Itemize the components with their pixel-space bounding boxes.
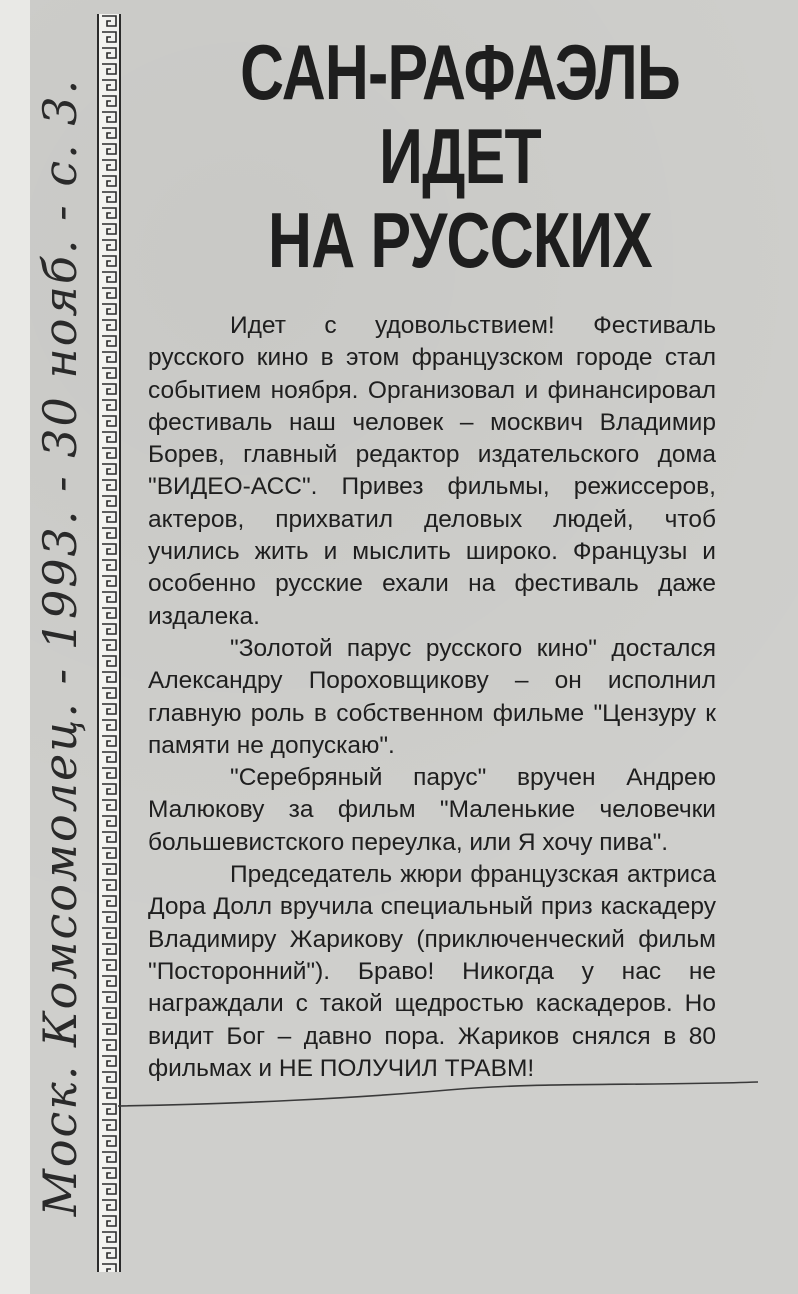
greek-key-segment	[102, 672, 116, 682]
greek-key-segment	[102, 1088, 116, 1098]
greek-key-segment	[102, 288, 116, 298]
headline-line-2: ИДЕТ	[379, 112, 541, 200]
greek-key-segment	[102, 832, 116, 842]
greek-key-segment	[102, 1104, 116, 1114]
headline-line-1: САН-РАФАЭЛЬ	[240, 28, 680, 116]
greek-key-segment	[102, 880, 116, 890]
greek-key-segment	[102, 384, 116, 394]
greek-key-segment	[102, 800, 116, 810]
greek-key-segment	[102, 192, 116, 202]
greek-key-segment	[102, 416, 116, 426]
greek-key-segment	[102, 272, 116, 282]
greek-key-pattern	[99, 14, 119, 1272]
article-paragraph-4: Председатель жюри французская актриса Дора Долл вручила специальный приз каскадеру Владимиру Жарикову (приключенческий фильм "Посторонний"). Браво! Никогда у нас не награждали с такой щедростью каскадеров. Но видит Бог – давно пора. Жариков снялся в 80 фильмах и НЕ ПОЛУЧИЛ ТРАВМ!	[148, 861, 716, 1082]
greek-key-segment	[102, 608, 116, 618]
greek-key-segment	[102, 64, 116, 74]
greek-key-segment	[102, 688, 116, 698]
pen-underline-stroke	[118, 1080, 758, 1110]
greek-key-segment	[102, 720, 116, 730]
greek-key-segment	[102, 352, 116, 362]
greek-key-segment	[102, 1040, 116, 1050]
greek-key-segment	[102, 128, 116, 138]
greek-key-segment	[102, 784, 116, 794]
greek-key-segment	[102, 224, 116, 234]
greek-key-segment	[102, 864, 116, 874]
greek-key-segment	[102, 16, 116, 26]
greek-key-segment	[102, 1056, 116, 1066]
greek-key-segment	[102, 336, 116, 346]
article-paragraph-2: "Золотой парус русского кино" достался Александру Пороховщикову – он исполнил главную роль в собственном фильме "Цензуру к памяти не допускаю".	[148, 634, 716, 759]
greek-key-segment	[102, 960, 116, 970]
greek-key-segment	[102, 528, 116, 538]
greek-key-segment	[102, 1136, 116, 1146]
greek-key-segment	[102, 512, 116, 522]
article-paragraph-1: Идет с удовольствием! Фестиваль русского кино в этом французском городе стал событием ноября. Организовал и финансировал фестиваль наш человек – москвич Владимир Борев, главный редактор издательского дома "ВИДЕО-АСС". Привез фильмы, режиссеров, актеров, прихватил деловых людей, чтоб учились жить и мыслить широко. Французы и особенно русские ехали на фестиваль даже издалека.	[148, 312, 716, 630]
article-paragraph-3: "Серебряный парус" вручен Андрею Малюкову за фильм "Маленькие человечки большевистского переулка, или Я хочу пива".	[148, 764, 716, 856]
greek-key-segment	[102, 1072, 116, 1082]
greek-key-segment	[102, 432, 116, 442]
greek-key-segment	[102, 592, 116, 602]
greek-key-segment	[102, 464, 116, 474]
greek-key-segment	[102, 1200, 116, 1210]
article-body	[148, 310, 716, 1085]
greek-key-segment	[102, 1184, 116, 1194]
greek-key-segment	[102, 144, 116, 154]
greek-key-segment	[102, 304, 116, 314]
greek-key-segment	[102, 1152, 116, 1162]
headline	[218, 30, 702, 282]
greek-key-segment	[102, 704, 116, 714]
greek-key-segment	[102, 1120, 116, 1130]
greek-key-segment	[102, 1008, 116, 1018]
greek-key-segment	[102, 208, 116, 218]
greek-key-segment	[102, 240, 116, 250]
greek-key-segment	[102, 1216, 116, 1226]
headline-line-3: НА РУССКИХ	[268, 196, 652, 284]
greek-key-segment	[102, 752, 116, 762]
greek-key-segment	[102, 112, 116, 122]
greek-key-segment	[102, 624, 116, 634]
greek-key-segment	[102, 1024, 116, 1034]
greek-key-segment	[102, 544, 116, 554]
greek-key-segment	[102, 1232, 116, 1242]
greek-key-segment	[102, 496, 116, 506]
greek-key-segment	[102, 560, 116, 570]
greek-key-segment	[102, 912, 116, 922]
greek-key-segment	[102, 48, 116, 58]
greek-key-segment	[102, 160, 116, 170]
greek-key-segment	[102, 1264, 116, 1272]
greek-key-segment	[102, 848, 116, 858]
greek-key-segment	[102, 448, 116, 458]
greek-key-segment	[102, 32, 116, 42]
greek-key-segment	[102, 480, 116, 490]
greek-key-segment	[102, 656, 116, 666]
greek-key-segment	[102, 576, 116, 586]
greek-key-segment	[102, 736, 116, 746]
greek-key-segment	[102, 896, 116, 906]
handwritten-note-text: Моск. Комсомолец. - 1993. - 30 нояб. - с. 3.	[33, 77, 87, 1217]
greek-key-segment	[102, 944, 116, 954]
greek-key-segment	[102, 1248, 116, 1258]
greek-key-segment	[102, 368, 116, 378]
greek-key-segment	[102, 992, 116, 1002]
handwritten-source-note	[25, 0, 95, 1294]
greek-key-segment	[102, 640, 116, 650]
greek-key-segment	[102, 768, 116, 778]
greek-key-segment	[102, 928, 116, 938]
greek-key-segment	[102, 1168, 116, 1178]
greek-key-segment	[102, 256, 116, 266]
greek-key-segment	[102, 320, 116, 330]
greek-key-segment	[102, 80, 116, 90]
greek-key-segment	[102, 976, 116, 986]
greek-key-segment	[102, 96, 116, 106]
greek-key-segment	[102, 816, 116, 826]
greek-key-segment	[102, 400, 116, 410]
greek-key-segment	[102, 176, 116, 186]
